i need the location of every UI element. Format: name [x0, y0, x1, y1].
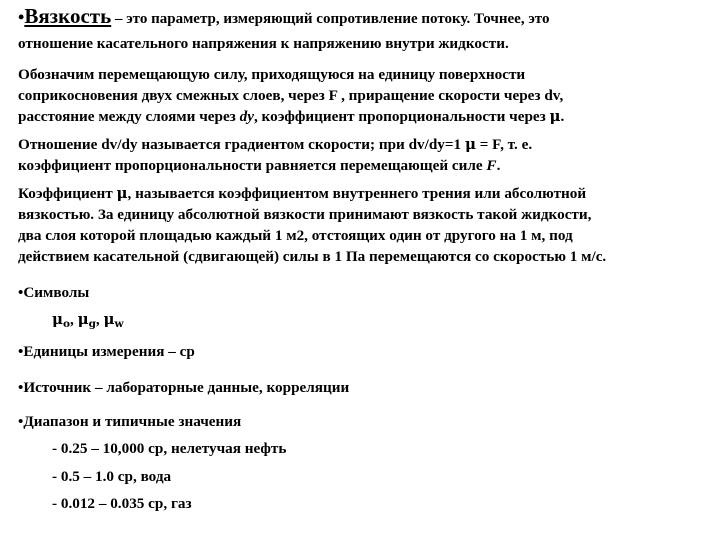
para3-line-3: два слоя которой площадью каждый 1 м2, отстоящих один от другого на 1 м, под	[18, 227, 573, 244]
para3-line-2: вязкостью. За единицу абсолютной вязкости принимают вязкость такой жидкости,	[18, 206, 592, 223]
symbol-mu-w: $\mu_w$	[103, 310, 124, 330]
title-term: Вязкость	[24, 4, 112, 28]
para2-line-2	[18, 155, 718, 176]
title-bullet: •	[18, 7, 25, 27]
para1-dy: dy	[239, 108, 254, 125]
para2-F: F	[486, 157, 497, 174]
range-item: - 0.012 – 0.035 cp, газ	[52, 495, 192, 512]
para1-line-3	[18, 106, 718, 127]
symbol-mu-g: $\mu_g$	[77, 310, 96, 330]
title-line-1	[18, 6, 718, 30]
para1-line-1: Обозначим перемещающую силу, приходящуюся на единицу поверхности	[18, 66, 526, 83]
para2-mu-symbol: μ	[464, 135, 476, 153]
para1-mu-symbol: μ	[549, 107, 561, 125]
range-item: - 0.25 – 10,000 cp, нелетучая нефть	[52, 440, 287, 457]
title-line-2: отношение касательного напряжения к напряжению внутри жидкости.	[18, 35, 509, 52]
para2-end: .	[496, 157, 501, 174]
para1-line-2: соприкосновения двух смежных слоев, через F , приращение скорости через dv,	[18, 87, 564, 104]
para1-text-b: , коэффициент пропорциональности через	[253, 108, 550, 125]
symbols-label: •Символы	[18, 284, 90, 301]
title-definition: – это параметр, измеряющий сопротивление потоку. Точнее, это	[111, 11, 550, 27]
para2-text-a: Отношение dv/dy называется градиентом скорости; при dv/dy=1	[18, 136, 465, 153]
para3-line-4: действием касательной (сдвигающей) силы в 1 Па перемещаются со скоростью 1 м/с.	[18, 248, 607, 265]
para2-text-c: коэффициент пропорциональности равняется перемещающей силе	[18, 157, 487, 174]
para2-text-b: = F, т. е.	[475, 136, 533, 153]
range-label: •Диапазон и типичные значения	[18, 413, 242, 430]
para1-text-a: расстояние между слоями через	[18, 108, 240, 125]
symbols-list	[52, 309, 720, 330]
para1-end: .	[560, 108, 565, 125]
symbol-mu-o: $\mu_o$	[52, 310, 70, 330]
range-item: - 0.5 – 1.0 cp, вода	[52, 468, 172, 485]
para2-line-1	[18, 134, 718, 155]
symbol-sep-1: ,	[70, 311, 78, 328]
para3-mu-symbol: μ	[116, 184, 128, 202]
units-line: •Единицы измерения – cp	[18, 343, 195, 360]
para3-text-a: Коэффициент	[18, 185, 117, 202]
para3-line-1	[18, 183, 718, 204]
para3-text-b: , называется коэффициентом внутреннего трения или абсолютной	[127, 185, 587, 202]
symbol-sep-2: ,	[95, 311, 104, 328]
source-line: •Источник – лабораторные данные, корреляции	[18, 379, 350, 396]
